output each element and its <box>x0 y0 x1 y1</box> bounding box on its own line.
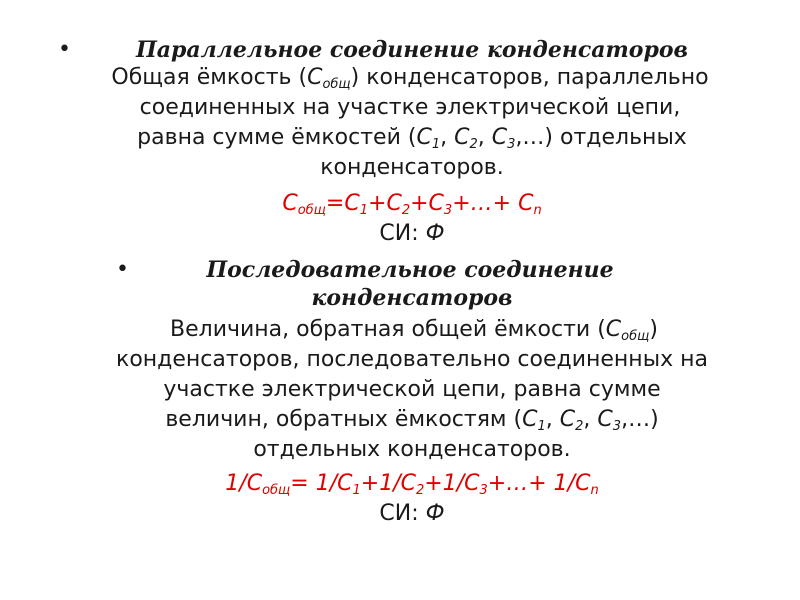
separator: , <box>440 125 455 150</box>
formula-symbol: C <box>575 471 591 496</box>
text-part: ) конденсаторов, параллельно <box>350 65 709 90</box>
section-2-text-line-2 <box>12 346 800 374</box>
subscript: общ <box>262 483 291 498</box>
section-1-heading <box>12 36 800 64</box>
formula-symbol: C <box>428 191 444 216</box>
capacitance-symbol: C <box>307 65 323 90</box>
subscript: 1 <box>431 137 441 152</box>
subscript: 2 <box>575 419 584 434</box>
separator: , <box>583 407 598 432</box>
text-part: соединенных на участке электрической цепи, <box>139 95 681 120</box>
formula-symbol: C <box>464 471 480 496</box>
subscript: общ <box>621 329 650 344</box>
text-part: конденсаторов. <box>320 155 504 180</box>
text-part: Величина, обратная общей ёмкости ( <box>170 317 606 342</box>
formula-operator: +1/ <box>360 471 401 496</box>
text-part: величин, обратных ёмкостям ( <box>165 407 523 432</box>
section-2-heading-line-1 <box>10 256 800 284</box>
formula-symbol: C <box>344 191 360 216</box>
section-1-text-line-3 <box>12 124 800 152</box>
formula-symbol: C <box>282 191 298 216</box>
section-1-text-line-2 <box>10 94 800 122</box>
section-2-heading-line-2 <box>12 284 800 312</box>
subscript: n <box>533 203 542 218</box>
formula-operator: + <box>368 191 387 216</box>
capacitance-symbol: C <box>522 407 538 432</box>
section-2-heading-text: конденсаторов <box>311 285 513 311</box>
text-part: ,…) отдельных <box>515 125 687 150</box>
formula-operator: +…+ <box>452 191 519 216</box>
formula-operator: = 1/ <box>290 471 338 496</box>
si-unit: Ф <box>425 501 445 526</box>
formula-operator: = <box>325 191 345 216</box>
si-label: СИ: <box>379 501 426 526</box>
si-label: СИ: <box>379 221 426 246</box>
subscript: n <box>590 483 599 498</box>
text-part: ) <box>649 317 658 342</box>
formula-symbol: C <box>400 471 417 496</box>
formula-symbol: C <box>246 471 263 496</box>
subscript: 3 <box>507 137 516 152</box>
bullet-2: • <box>116 257 129 282</box>
section-2-text-line-5 <box>12 436 800 464</box>
formula-operator: + <box>410 191 429 216</box>
bullet-1: • <box>58 37 71 62</box>
section-1-text-line-1 <box>10 64 800 92</box>
capacitance-symbol: C <box>597 407 613 432</box>
capacitance-symbol: C <box>416 125 432 150</box>
capacitance-symbol: C <box>605 317 622 342</box>
formula-symbol: C <box>518 191 534 216</box>
formula-symbol: C <box>337 471 353 496</box>
section-2-text-line-4 <box>12 406 800 434</box>
capacitance-symbol: C <box>491 125 508 150</box>
formula-operator: 1/ <box>225 471 247 496</box>
section-2-text-line-3 <box>12 376 800 404</box>
subscript: общ <box>297 203 326 218</box>
section-1-text-line-4 <box>12 154 800 182</box>
subscript: 3 <box>443 203 453 218</box>
subscript: 2 <box>469 137 478 152</box>
section-2-heading-text: Последовательное соединение <box>206 257 614 283</box>
subscript: 1 <box>352 483 361 498</box>
subscript: общ <box>322 77 351 92</box>
text-part: конденсаторов, последовательно соединенных на <box>116 347 708 372</box>
formula-symbol: C <box>386 191 402 216</box>
subscript: 2 <box>401 203 411 218</box>
si-unit: Ф <box>425 221 445 246</box>
capacitance-symbol: C <box>559 407 576 432</box>
subscript: 1 <box>359 203 368 218</box>
text-part: отдельных конденсаторов. <box>253 437 571 462</box>
section-2-si-unit <box>12 500 800 528</box>
text-part: Общая ёмкость ( <box>111 65 308 90</box>
subscript: 3 <box>612 419 622 434</box>
subscript: 1 <box>537 419 546 434</box>
separator: , <box>545 407 560 432</box>
section-1-heading-text: Параллельное соединение конденсаторов <box>136 37 688 63</box>
text-part: участке электрической цепи, равна сумме <box>163 377 661 402</box>
formula-operator: +1/ <box>424 471 465 496</box>
section-1-si-unit <box>12 220 800 248</box>
capacitance-symbol: C <box>454 125 470 150</box>
section-2-text-line-1 <box>14 316 800 344</box>
section-1-formula <box>12 190 800 218</box>
section-2-formula <box>12 470 800 498</box>
separator: , <box>477 125 492 150</box>
text-part: равна сумме ёмкостей ( <box>137 125 417 150</box>
text-part: ,…) <box>621 407 659 432</box>
subscript: 3 <box>479 483 488 498</box>
subscript: 2 <box>416 483 425 498</box>
formula-operator: +…+ 1/ <box>487 471 576 496</box>
